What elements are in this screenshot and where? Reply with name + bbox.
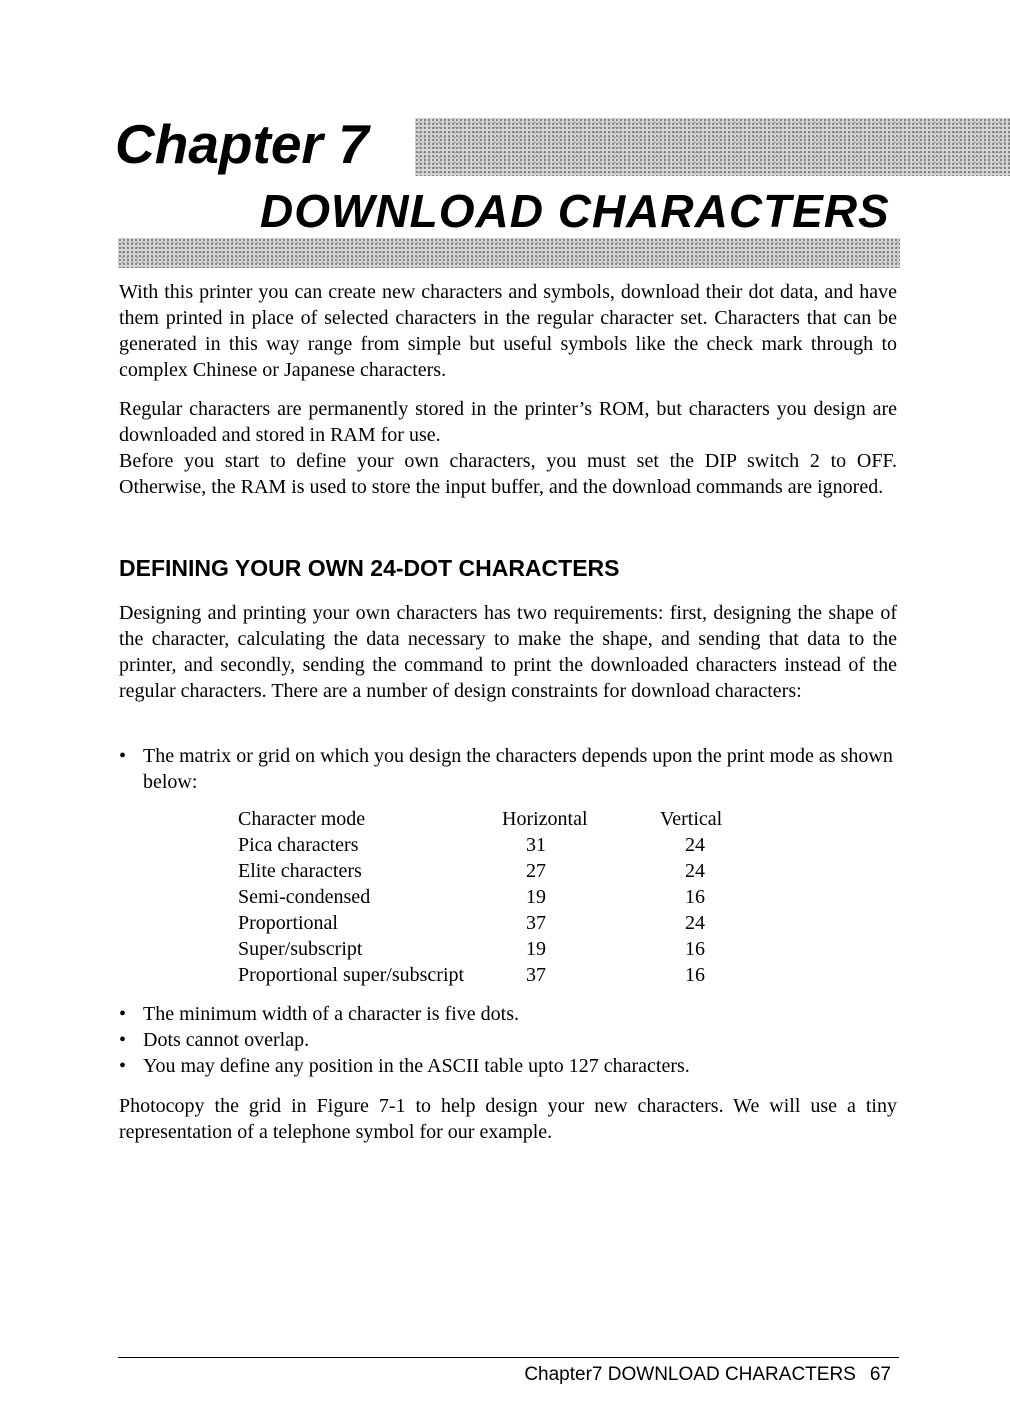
bullet-text: You may define any position in the ASCII table upto 127 characters. [143,1055,690,1077]
table-cell: Super/subscript [238,938,363,960]
table-cell: 37 [526,912,546,934]
chapter-label: Chapter 7 [115,113,369,175]
table-cell: 24 [685,834,705,856]
footer-rule [118,1357,899,1358]
bullet-symbol: • [119,1003,127,1025]
page-footer [524,1363,891,1387]
table-row [238,832,758,858]
halftone-bar-top [415,118,1010,176]
table-cell: Proportional super/subscript [238,964,465,986]
bullet-text: The minimum width of a character is five dots. [143,1003,520,1025]
bullet-symbol: • [119,1055,127,1077]
table-header-row [238,806,758,832]
table-cell: 24 [685,860,705,882]
table-cell: 16 [685,938,705,960]
intro-paragraph-2: Regular characters are permanently stored in the printer’s ROM, but characters you design are downloaded and stored in RAM for use. [119,398,897,446]
table-row [238,858,758,884]
table-cell: 19 [526,886,546,908]
bullet-text: The matrix or grid on which you design the characters depends upon the print mode as shown below: [143,745,893,793]
table-cell: 37 [526,964,546,986]
chapter-title: DOWNLOAD CHARACTERS [260,185,890,237]
table-cell: 16 [685,886,705,908]
table-row [238,884,758,910]
running-title: Chapter7 DOWNLOAD CHARACTERS [524,1364,856,1385]
table-cell: 19 [526,938,546,960]
bullet-symbol: • [119,1029,127,1051]
table-row [238,910,758,936]
column-header: Character mode [238,808,366,830]
intro-paragraph-3: Before you start to define your own characters, you must set the DIP switch 2 to OFF. Otherwise, the RAM is used to store the input buffer, and the download commands are ignored. [119,450,897,498]
table-cell: Pica characters [238,834,359,856]
table-cell: 24 [685,912,705,934]
table-cell: 31 [526,834,546,856]
table-cell: 16 [685,964,705,986]
print-mode-table [238,806,758,988]
column-header: Horizontal [502,808,588,830]
table-row [238,962,758,988]
table-row [238,936,758,962]
table-cell: 27 [526,860,546,882]
intro-paragraph-1: With this printer you can create new characters and symbols, download their dot data, and have them printed in place of selected characters in the regular character set. Characters that can be generated in this way range from simple but useful symbols like the check mark through to complex Chinese or Japanese characters. [119,281,897,381]
table-cell: Proportional [238,912,338,934]
table-cell: Semi-condensed [238,886,371,908]
table-cell: Elite characters [238,860,362,882]
halftone-bar-bottom [118,238,900,268]
chapter-heading [115,108,900,180]
bullet-text: Dots cannot overlap. [143,1029,310,1051]
closing-paragraph: Photocopy the grid in Figure 7-1 to help design your new characters. We will use a tiny representation of a telephone symbol for our example. [119,1095,897,1143]
page-number: 67 [869,1364,891,1385]
column-header: Vertical [660,808,723,830]
bullet-symbol: • [119,745,127,767]
section-paragraph: Designing and printing your own characters has two requirements: first, designing the shape of the character, calculating the data necessary to make the shape, and sending that data to the printer, and secondly, sending the command to print the downloaded characters instead of the regular characters. There are a number of design constraints for download characters: [119,602,897,702]
section-heading: DEFINING YOUR OWN 24-DOT CHARACTERS [119,555,620,581]
